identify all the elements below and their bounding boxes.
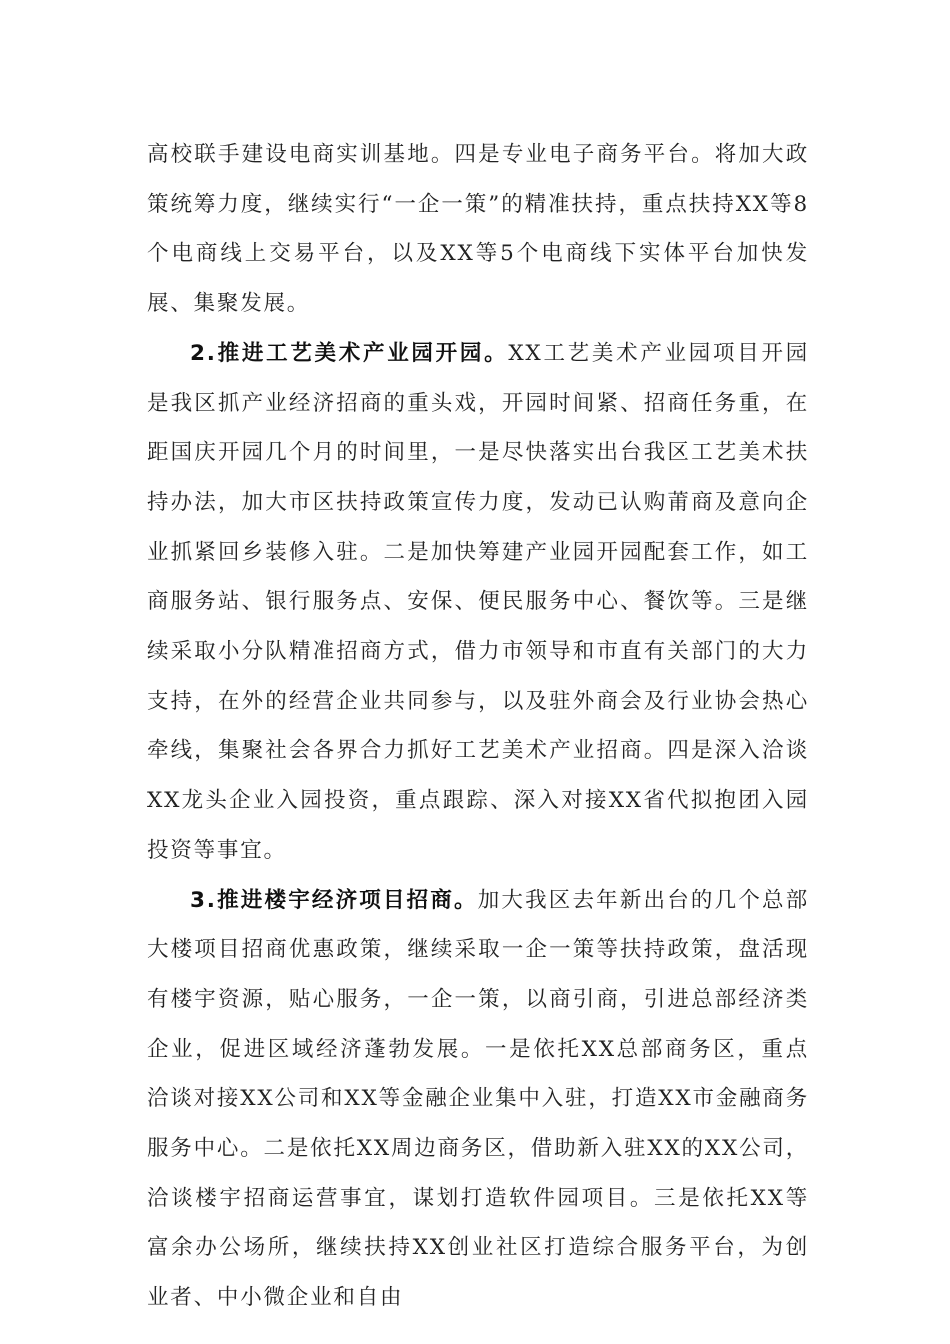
paragraph-text: 高校联手建设电商实训基地。四是专业电子商务平台。将加大政策统筹力度，继续实行“一企一策”的精准扶持，重点扶持XX等8个电商线上交易平台，以及XX等5个电商线下实体平台加快发展、集聚发展。 [147,142,809,317]
section-heading: 3.推进楼宇经济项目招商。 [190,887,478,913]
paragraph-continuation [147,130,809,329]
paragraph-text: 加大我区去年新出台的几个总部大楼项目招商优惠政策，继续采取一企一策等扶持政策，盘活现有楼宇资源，贴心服务，一企一策，以商引商，引进总部经济类企业，促进区域经济蓬勃发展。一是依托XX总部商务区，重点洽谈对接XX公司和XX等金融企业集中入驻，打造XX市金融商务服务中心。二是依托XX周边商务区，借助新入驻XX的XX公司，洽谈楼宇招商运营事宜，谋划打造软件园项目。三是依托XX等富余办公场所，继续扶持XX创业社区打造综合服务平台，为创业者、中小微企业和自由 [147,887,809,1311]
paragraph-text: XX工艺美术产业园项目开园是我区抓产业经济招商的重头戏，开园时间紧、招商任务重，在距国庆开园几个月的时间里，一是尽快落实出台我区工艺美术扶持办法，加大市区扶持政策宣传力度，发动已认购莆商及意向企业抓紧回乡装修入驻。二是加快筹建产业园开园配套工作，如工商服务站、银行服务点、安保、便民服务中心、餐饮等。三是继续采取小分队精准招商方式，借力市领导和市直有关部门的大力支持，在外的经营企业共同参与，以及驻外商会及行业协会热心牵线，集聚社会各界合力抓好工艺美术产业招商。四是深入洽谈XX龙头企业入园投资，重点跟踪、深入对接XX省代拟抱团入园投资等事宜。 [147,340,809,863]
document-body [147,130,809,1323]
section-heading: 2.推进工艺美术产业园开园。 [190,340,509,366]
paragraph-section-2 [147,329,809,876]
paragraph-section-3 [147,876,809,1323]
